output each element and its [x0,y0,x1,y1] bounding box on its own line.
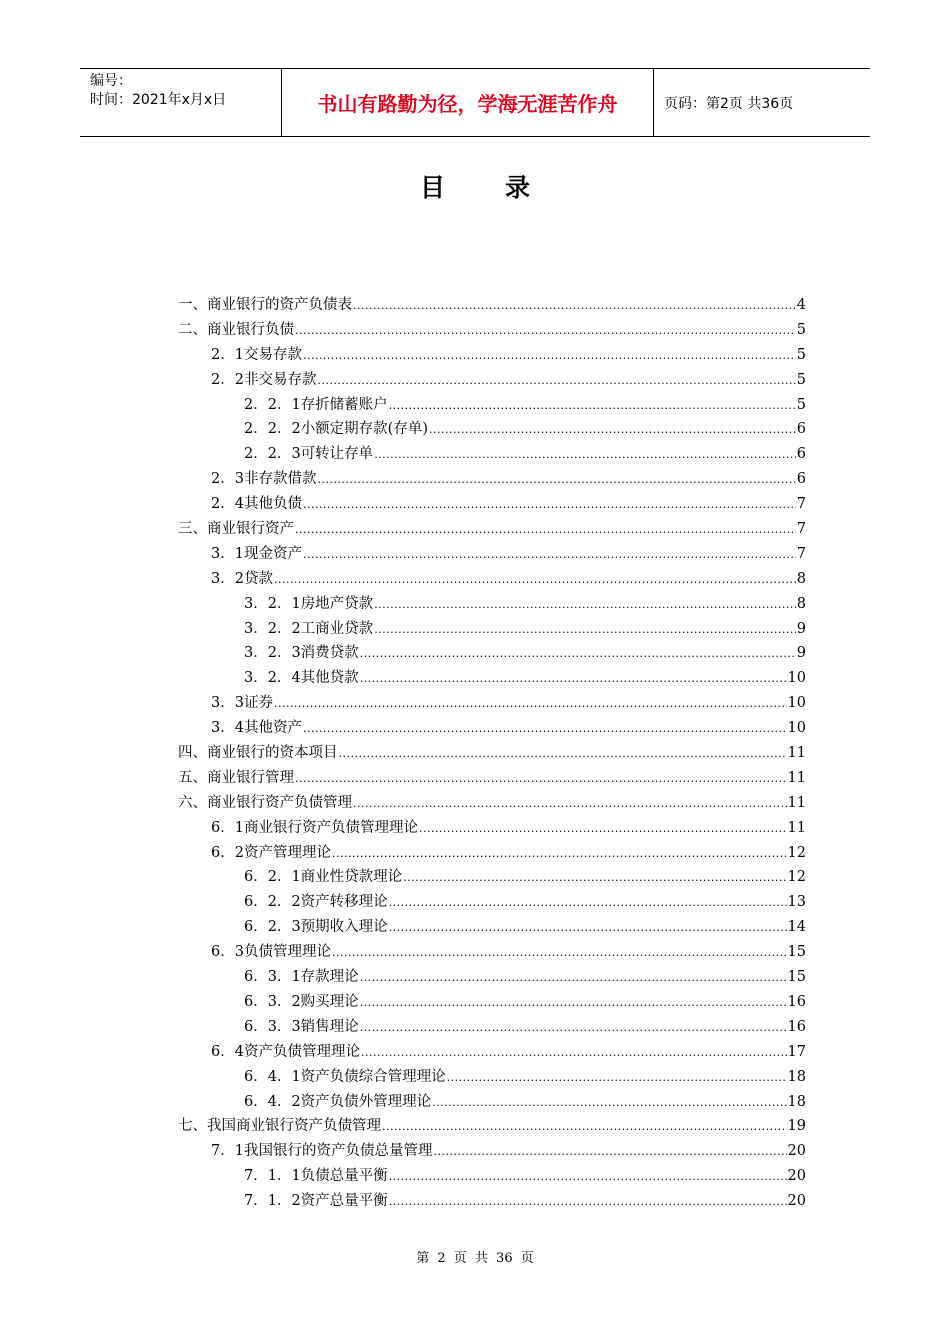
toc-entry[interactable] [178,1090,806,1115]
toc-entry-title: 3．2．3消费贷款 [244,645,359,662]
toc-entry[interactable] [178,442,806,467]
toc-entry[interactable] [178,791,806,816]
toc-dot-leader [360,971,787,984]
toc-entry-page: 9 [796,645,806,662]
toc-entry-page: 15 [787,969,806,986]
toc-entry[interactable] [178,467,806,492]
table-of-contents [178,293,806,1214]
header-motto: 书山有路勤为径，学海无涯苦作舟 [282,69,654,136]
toc-entry-title: 7．1．1负债总量平衡 [244,1168,388,1185]
toc-entry-page: 18 [787,1093,806,1110]
toc-entry[interactable] [178,816,806,841]
toc-entry-title: 四、商业银行的资本项目 [178,745,338,762]
toc-entry[interactable] [178,1040,806,1065]
toc-dot-leader [303,722,787,735]
toc-entry-page: 18 [787,1068,806,1085]
toc-dot-leader [374,448,796,461]
toc-entry-page: 7 [796,521,806,538]
toc-entry-page: 19 [787,1118,806,1135]
toc-entry-title: 七、我国商业银行资产负债管理 [178,1118,381,1135]
toc-entry[interactable] [178,617,806,642]
toc-dot-leader [295,324,796,337]
toc-entry-page: 5 [796,396,806,413]
toc-dot-leader [274,573,796,586]
toc-entry-title: 2．1交易存款 [211,346,302,363]
toc-entry-title: 3．2．1房地产贷款 [244,595,374,612]
toc-entry-title: 2．2．2小额定期存款(存单) [244,421,428,438]
toc-entry-title: 2．2．3可转让存单 [244,446,374,463]
toc-entry-title: 6．2资产管理理论 [211,844,331,861]
toc-entry-page: 20 [787,1168,806,1185]
toc-entry-title: 3．1现金资产 [211,545,302,562]
toc-entry-page: 10 [787,670,806,687]
toc-dot-leader [389,399,796,412]
toc-dot-leader [353,299,796,312]
toc-dot-leader [317,473,795,486]
toc-entry-title: 3．2贷款 [211,570,273,587]
toc-entry[interactable] [178,293,806,318]
toc-entry-title: 6．2．1商业性贷款理论 [244,869,403,886]
toc-dot-leader [332,847,787,860]
toc-entry[interactable] [178,766,806,791]
toc-entry-title: 五、商业银行管理 [178,769,294,786]
toc-entry-page: 13 [787,894,806,911]
toc-entry-page: 16 [787,993,806,1010]
toc-entry[interactable] [178,592,806,617]
toc-entry-title: 6．2．3预期收入理论 [244,919,388,936]
toc-entry-page: 11 [787,794,806,811]
toc-entry[interactable] [178,1164,806,1189]
toc-entry[interactable] [178,741,806,766]
toc-entry-page: 17 [787,1043,806,1060]
toc-dot-leader [374,623,796,636]
toc-entry[interactable] [178,1065,806,1090]
toc-entry[interactable] [178,1189,806,1214]
toc-dot-leader [360,996,787,1009]
toc-entry[interactable] [178,417,806,442]
toc-entry-title: 3．2．2工商业贷款 [244,620,374,637]
toc-entry[interactable] [178,343,806,368]
toc-entry-page: 16 [787,1018,806,1035]
toc-entry[interactable] [178,841,806,866]
toc-dot-leader [353,797,787,810]
toc-entry[interactable] [178,915,806,940]
toc-entry[interactable] [178,567,806,592]
toc-entry[interactable] [178,641,806,666]
toc-entry-page: 20 [787,1193,806,1210]
toc-entry-page: 7 [796,545,806,562]
toc-entry-page: 6 [796,471,806,488]
toc-entry-page: 4 [796,297,806,313]
toc-entry-title: 2．3非存款借款 [211,471,317,488]
toc-entry[interactable] [178,865,806,890]
toc-entry-page: 8 [796,570,806,587]
toc-dot-leader [295,772,787,785]
toc-entry[interactable] [178,517,806,542]
toc-dot-leader [389,896,787,909]
toc-entry-title: 6．2．2资产转移理论 [244,894,388,911]
page-header [80,68,870,137]
toc-entry[interactable] [178,691,806,716]
toc-entry-page: 10 [787,720,806,737]
toc-entry-title: 2．2．1存折储蓄账户 [244,396,388,413]
toc-entry-title: 6．3负债管理理论 [211,944,331,961]
toc-dot-leader [389,1195,787,1208]
number-label: 编号： [90,73,132,89]
toc-dot-leader [303,548,796,561]
toc-dot-leader [274,697,787,710]
toc-dot-leader [429,423,796,436]
toc-dot-leader [317,374,795,387]
toc-dot-leader [403,871,786,884]
toc-entry-page: 5 [796,346,806,363]
toc-entry[interactable] [178,318,806,343]
toc-entry-page: 14 [787,919,806,936]
toc-entry-title: 6．1商业银行资产负债管理理论 [211,819,418,836]
toc-entry-page: 9 [796,620,806,637]
toc-entry-title: 六、商业银行资产负债管理 [178,794,352,811]
toc-entry-page: 7 [796,496,806,513]
toc-entry[interactable] [178,890,806,915]
toc-entry-page: 15 [787,944,806,961]
toc-entry[interactable] [178,990,806,1015]
toc-dot-leader [389,1170,787,1183]
toc-entry-page: 11 [787,745,806,762]
toc-dot-leader [382,1120,787,1133]
toc-dot-leader [361,1046,787,1059]
toc-entry-page: 5 [796,371,806,388]
toc-entry-title: 3．3证券 [211,695,273,712]
toc-entry[interactable] [178,542,806,567]
toc-dot-leader [374,598,796,611]
toc-entry-title: 一、商业银行的资产负债表 [178,297,352,313]
toc-entry[interactable] [178,716,806,741]
toc-entry-page: 12 [787,869,806,886]
header-meta [80,69,282,136]
toc-entry-title: 6．4．1资产负债综合管理理论 [244,1068,446,1085]
toc-entry-page: 5 [796,321,806,338]
toc-dot-leader [433,1145,786,1158]
toc-dot-leader [419,822,787,835]
toc-entry-page: 20 [787,1143,806,1160]
toc-entry-title: 3．2．4其他贷款 [244,670,359,687]
toc-entry-title: 6．4资产负债管理理论 [211,1043,360,1060]
toc-entry-page: 11 [787,769,806,786]
toc-entry-title: 2．2非交易存款 [211,371,317,388]
toc-dot-leader [332,946,787,959]
toc-entry[interactable] [178,666,806,691]
toc-entry-title: 2．4其他负债 [211,496,302,513]
toc-entry[interactable] [178,393,806,418]
toc-entry-title: 6．3．1存款理论 [244,969,359,986]
toc-entry-page: 8 [796,595,806,612]
toc-dot-leader [339,747,787,760]
time-label: 时间：2021年x月x日 [90,92,227,108]
toc-entry-title: 6．3．3销售理论 [244,1018,359,1035]
toc-entry-title: 三、商业银行资产 [178,521,294,538]
toc-entry[interactable] [178,492,806,517]
toc-entry-title: 二、商业银行负债 [178,321,294,338]
toc-entry-title: 6．4．2资产负债外管理理论 [244,1093,432,1110]
page-footer: 第 2 页 共 36 页 [416,1251,534,1266]
toc-entry-page: 6 [796,421,806,438]
toc-entry-title: 6．3．2购买理论 [244,993,359,1010]
toc-dot-leader [303,349,796,362]
toc-entry[interactable] [178,1139,806,1164]
toc-entry[interactable] [178,1114,806,1139]
toc-entry[interactable] [178,940,806,965]
page-title: 目录 [419,173,590,202]
toc-dot-leader [360,1021,787,1034]
toc-entry-title: 7．1．2资产总量平衡 [244,1193,388,1210]
toc-entry[interactable] [178,1015,806,1040]
toc-entry-title: 7．1我国银行的资产负债总量管理 [211,1143,433,1160]
toc-dot-leader [389,921,787,934]
toc-dot-leader [295,523,796,536]
toc-dot-leader [447,1071,787,1084]
toc-dot-leader [360,672,787,685]
toc-entry-page: 12 [787,844,806,861]
toc-dot-leader [303,498,796,511]
toc-entry-page: 11 [787,819,806,836]
toc-entry[interactable] [178,965,806,990]
toc-entry-page: 6 [796,446,806,463]
toc-entry[interactable] [178,368,806,393]
header-page-info: 页码：第2页 共36页 [664,95,794,112]
toc-entry-title: 3．4其他资产 [211,720,302,737]
toc-dot-leader [360,647,796,660]
toc-entry-page: 10 [787,695,806,712]
toc-dot-leader [432,1096,786,1109]
